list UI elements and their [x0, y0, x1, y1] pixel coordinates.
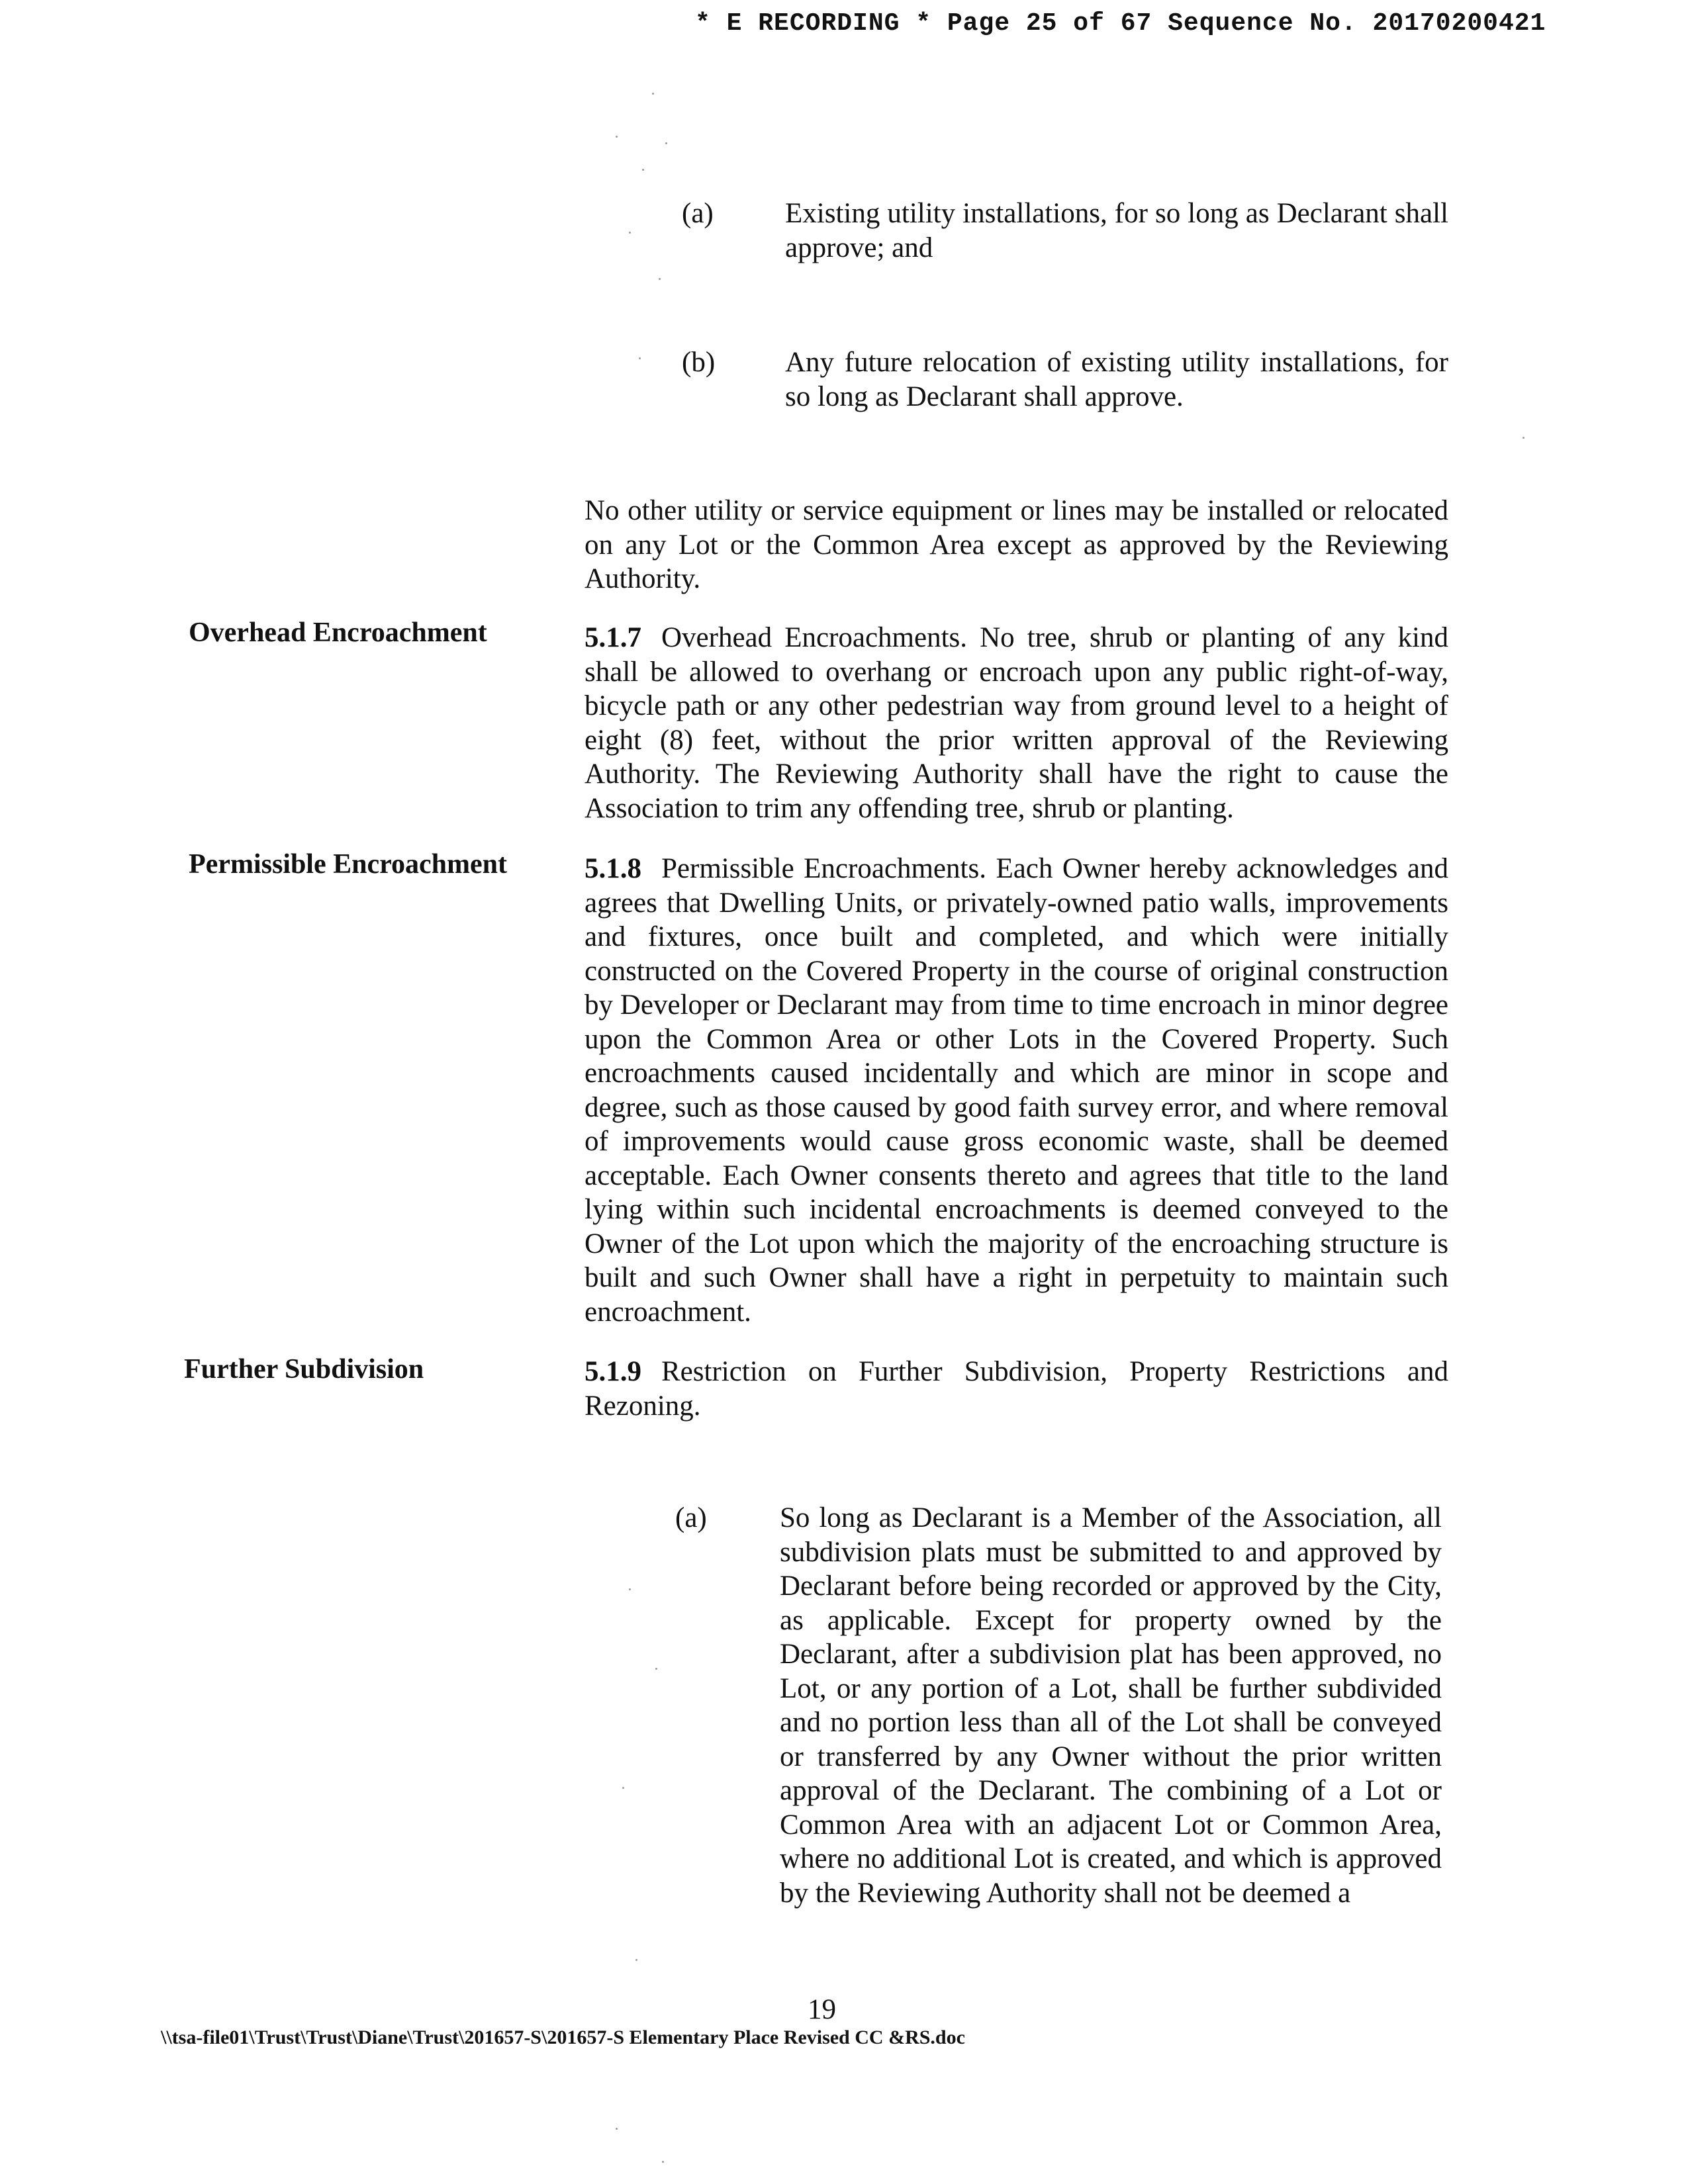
subdivision-item-a-label: (a) [675, 1502, 707, 1533]
section-number: 5.1.8 [585, 853, 641, 884]
section-5-1-8 [585, 852, 1448, 1329]
side-label-permissible-encroachment: Permissible Encroachment [189, 849, 507, 880]
file-path-footer: \\tsa-file01\Trust\Trust\Diane\Trust\201657-S\201657-S Elementary Place Revised CC &RS.doc [161, 2026, 965, 2048]
section-text: Overhead Encroachments. No tree, shrub or planting of any kind shall be allowed to overhang or encroach upon any public right-of-way, bicycle path or any other pedestrian way from ground level to a height of eight (8) feet, without the prior written approval of the Reviewing Authority. The Reviewing Authority shall have the right to cause the Association to trim any offending tree, shrub or planting. [585, 622, 1448, 824]
section-text: Restriction on Further Subdivision, Property Restrictions and Rezoning. [585, 1356, 1448, 1422]
utility-item-b-label: (b) [682, 347, 716, 378]
recording-header: * E RECORDING * Page 25 of 67 Sequence No. 20170200421 [695, 9, 1546, 38]
section-5-1-7 [585, 621, 1448, 825]
side-label-overhead-encroachment: Overhead Encroachment [189, 617, 487, 648]
section-number: 5.1.9 [585, 1356, 641, 1387]
section-5-1-9 [585, 1355, 1448, 1423]
utility-item-a-label: (a) [682, 198, 714, 229]
section-number: 5.1.7 [585, 622, 641, 653]
section-text: Permissible Encroachments. Each Owner hereby acknowledges and agrees that Dwelling Units, or privately-owned patio walls, improvements and fixtures, once built and completed, and which were initially constructed on the Covered Property in the course of original construction by Developer or Declarant may from time to time encroach in minor degree upon the Common Area or other Lots in the Covered Property. Such encroachments caused incidentally and which are minor in scope and degree, such as those caused by good faith survey error, and where removal of improvements would cause gross economic waste, shall be deemed acceptable. Each Owner consents thereto and agrees that title to the land lying within such incidental encroachments is deemed conveyed to the Owner of the Lot upon which the majority of the encroaching structure is built and such Owner shall have a right in perpetuity to maintain such encroachment. [585, 853, 1448, 1328]
utility-item-b-text: Any future relocation of existing utility installations, for so long as Declarant shall approve. [785, 347, 1448, 412]
side-label-further-subdivision: Further Subdivision [184, 1354, 424, 1385]
utility-item-a-text: Existing utility installations, for so long as Declarant shall approve; and [785, 198, 1448, 263]
subdivision-item-a-text: So long as Declarant is a Member of the Association, all subdivision plats must be submitted to and approved by Declarant before being recorded or approved by the City, as applicable. Except for property owned by the Declarant, after a subdivision plat has been approved, no Lot, or any portion of a Lot, shall be further subdivided and no portion less than all of the Lot shall be conveyed or transferred by any Owner without the prior written approval of the Declarant. The combining of a Lot or Common Area with an adjacent Lot or Common Area, where no additional Lot is created, and which is approved by the Reviewing Authority shall not be deemed a [780, 1502, 1442, 1909]
utility-paragraph: No other utility or service equipment or lines may be installed or relocated on any Lot or the Common Area except as approved by the Reviewing Authority. [585, 495, 1448, 594]
page-number: 19 [808, 1994, 836, 2025]
